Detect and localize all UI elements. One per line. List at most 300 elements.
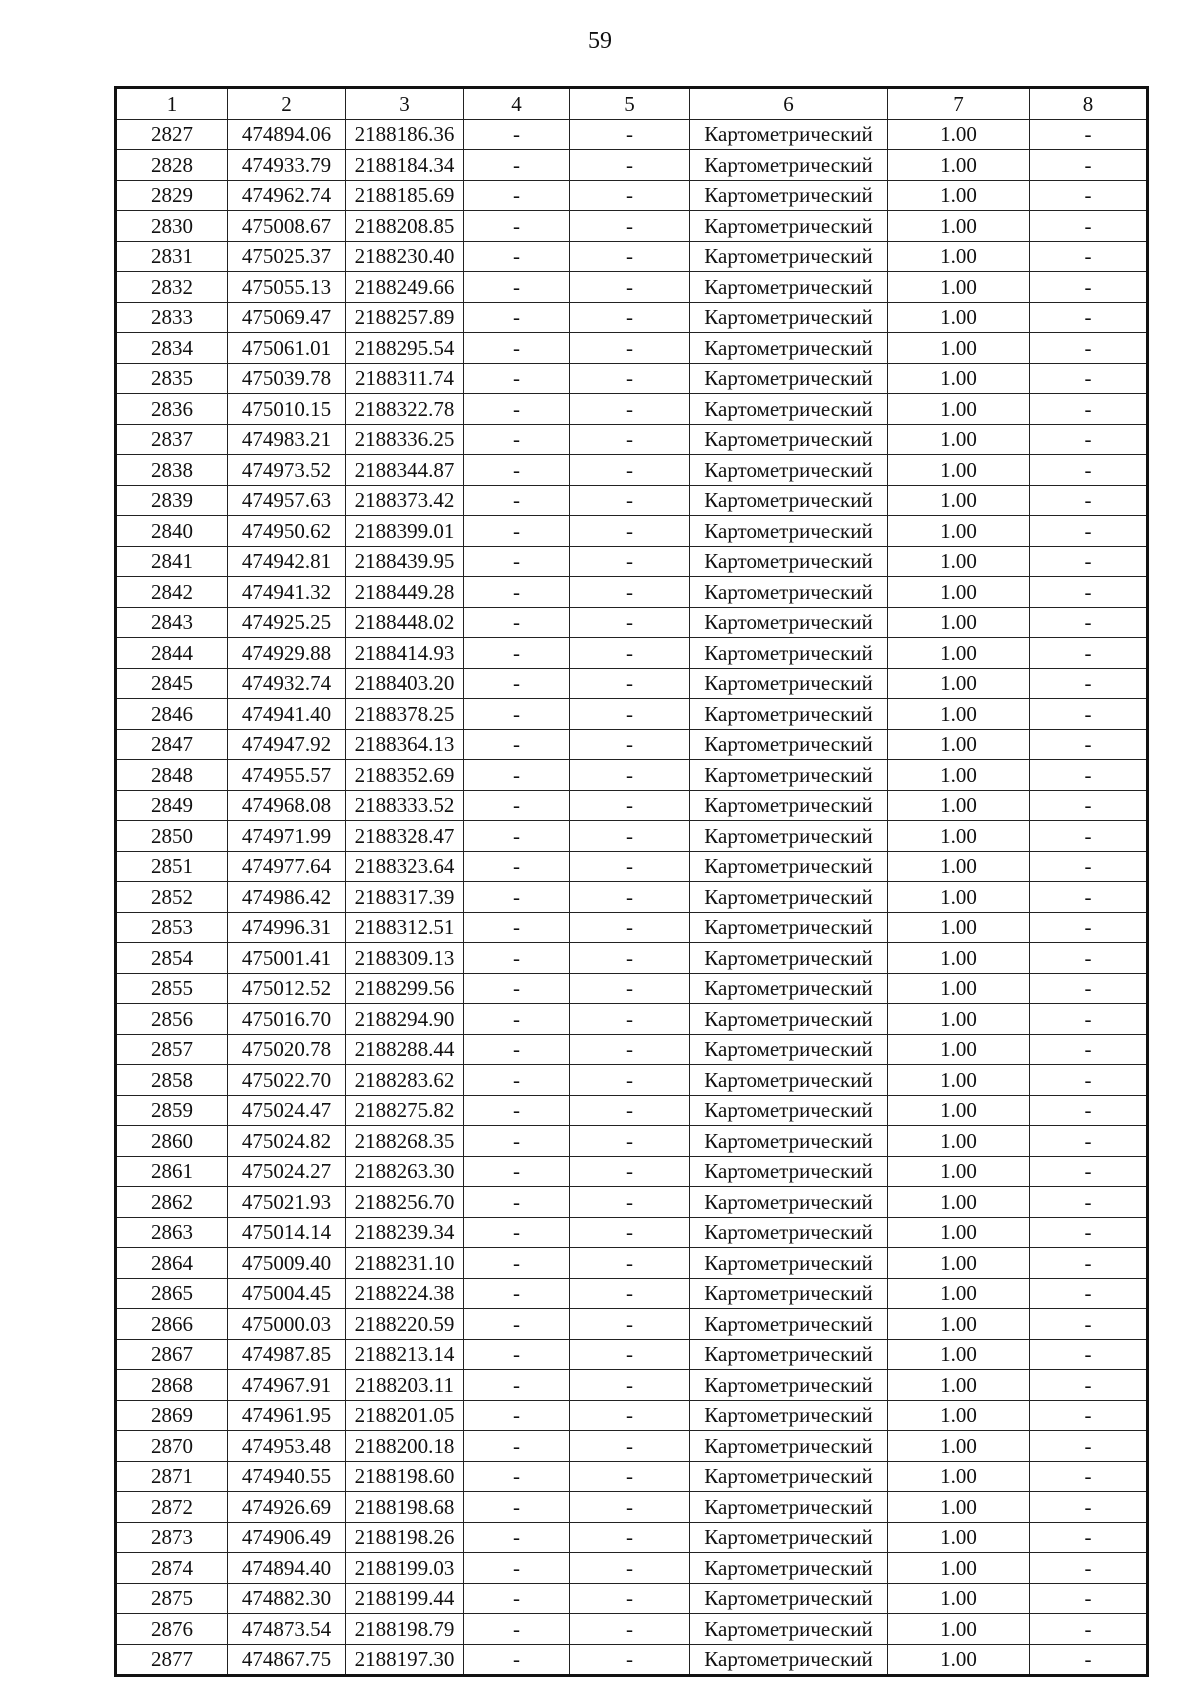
table-cell-col-6: Картометрический (690, 150, 888, 181)
table-cell-col-8: - (1030, 1309, 1148, 1340)
table-cell-col-3: 2188283.62 (346, 1065, 464, 1096)
table-cell-col-6: Картометрический (690, 973, 888, 1004)
table-cell-col-8: - (1030, 790, 1148, 821)
table-cell-col-6: Картометрический (690, 546, 888, 577)
table-cell-col-6: Картометрический (690, 1278, 888, 1309)
table-cell-col-6: Картометрический (690, 1187, 888, 1218)
table-row (116, 119, 1148, 150)
table-cell-col-4: - (464, 729, 570, 760)
table-cell-col-6: Картометрический (690, 790, 888, 821)
table-row (116, 1004, 1148, 1035)
table-cell-col-3: 2188198.79 (346, 1614, 464, 1645)
table-cell-col-6: Картометрический (690, 1370, 888, 1401)
table-cell-col-3: 2188275.82 (346, 1095, 464, 1126)
table-cell-col-4: - (464, 1461, 570, 1492)
table-cell-col-2: 474940.55 (228, 1461, 346, 1492)
table-cell-col-4: - (464, 485, 570, 516)
table-cell-col-2: 474933.79 (228, 150, 346, 181)
table-cell-col-4: - (464, 211, 570, 242)
table-cell-col-6: Картометрический (690, 1065, 888, 1096)
table-cell-col-8: - (1030, 333, 1148, 364)
table-cell-col-1: 2827 (116, 119, 228, 150)
table-cell-col-3: 2188323.64 (346, 851, 464, 882)
table-cell-col-4: - (464, 851, 570, 882)
table-cell-col-7: 1.00 (888, 424, 1030, 455)
table-cell-col-1: 2849 (116, 790, 228, 821)
table-cell-col-8: - (1030, 1492, 1148, 1523)
table-cell-col-2: 474950.62 (228, 516, 346, 547)
table-cell-col-3: 2188439.95 (346, 546, 464, 577)
table-cell-col-5: - (570, 455, 690, 486)
table-cell-col-4: - (464, 1339, 570, 1370)
table-cell-col-8: - (1030, 1522, 1148, 1553)
table-cell-col-7: 1.00 (888, 943, 1030, 974)
table-cell-col-7: 1.00 (888, 1034, 1030, 1065)
table-cell-col-3: 2188186.36 (346, 119, 464, 150)
table-cell-col-7: 1.00 (888, 546, 1030, 577)
table-cell-col-5: - (570, 302, 690, 333)
table-cell-col-1: 2863 (116, 1217, 228, 1248)
table-cell-col-1: 2870 (116, 1431, 228, 1462)
table-cell-col-3: 2188184.34 (346, 150, 464, 181)
table-cell-col-6: Картометрический (690, 577, 888, 608)
table-row (116, 943, 1148, 974)
table-cell-col-1: 2867 (116, 1339, 228, 1370)
table-cell-col-7: 1.00 (888, 577, 1030, 608)
table-row (116, 1309, 1148, 1340)
table-cell-col-3: 2188200.18 (346, 1431, 464, 1462)
table-row (116, 1187, 1148, 1218)
column-header-1: 1 (116, 88, 228, 120)
table-cell-col-2: 474867.75 (228, 1644, 346, 1676)
column-header-8: 8 (1030, 88, 1148, 120)
table-cell-col-1: 2853 (116, 912, 228, 943)
table-cell-col-5: - (570, 485, 690, 516)
table-cell-col-8: - (1030, 272, 1148, 303)
table-cell-col-4: - (464, 577, 570, 608)
table-cell-col-5: - (570, 760, 690, 791)
table-cell-col-6: Картометрический (690, 1522, 888, 1553)
table-cell-col-1: 2848 (116, 760, 228, 791)
table-cell-col-5: - (570, 1126, 690, 1157)
table-cell-col-1: 2872 (116, 1492, 228, 1523)
table-cell-col-6: Картометрический (690, 1034, 888, 1065)
table-row (116, 699, 1148, 730)
table-cell-col-2: 474986.42 (228, 882, 346, 913)
table-row (116, 912, 1148, 943)
table-cell-col-7: 1.00 (888, 516, 1030, 547)
table-cell-col-8: - (1030, 180, 1148, 211)
table-cell-col-8: - (1030, 516, 1148, 547)
table-cell-col-4: - (464, 1522, 570, 1553)
table-cell-col-8: - (1030, 1553, 1148, 1584)
table-cell-col-3: 2188213.14 (346, 1339, 464, 1370)
table-cell-col-3: 2188373.42 (346, 485, 464, 516)
table-cell-col-7: 1.00 (888, 1126, 1030, 1157)
table-cell-col-8: - (1030, 912, 1148, 943)
table-cell-col-6: Картометрический (690, 1553, 888, 1584)
table-cell-col-4: - (464, 1217, 570, 1248)
table-cell-col-2: 474962.74 (228, 180, 346, 211)
table-cell-col-8: - (1030, 851, 1148, 882)
table-cell-col-2: 474973.52 (228, 455, 346, 486)
table-cell-col-6: Картометрический (690, 1614, 888, 1645)
table-cell-col-4: - (464, 638, 570, 669)
table-cell-col-2: 475022.70 (228, 1065, 346, 1096)
table-cell-col-8: - (1030, 1614, 1148, 1645)
table-cell-col-2: 474977.64 (228, 851, 346, 882)
table-row (116, 211, 1148, 242)
table-cell-col-6: Картометрический (690, 912, 888, 943)
table-cell-col-1: 2850 (116, 821, 228, 852)
table-cell-col-1: 2865 (116, 1278, 228, 1309)
table-cell-col-3: 2188328.47 (346, 821, 464, 852)
table-cell-col-2: 475025.37 (228, 241, 346, 272)
table-cell-col-4: - (464, 607, 570, 638)
table-cell-col-5: - (570, 363, 690, 394)
table-cell-col-3: 2188344.87 (346, 455, 464, 486)
table-cell-col-8: - (1030, 882, 1148, 913)
table-cell-col-1: 2856 (116, 1004, 228, 1035)
table-cell-col-6: Картометрический (690, 211, 888, 242)
table-cell-col-6: Картометрический (690, 699, 888, 730)
table-cell-col-7: 1.00 (888, 851, 1030, 882)
table-cell-col-2: 474882.30 (228, 1583, 346, 1614)
table-cell-col-1: 2847 (116, 729, 228, 760)
table-cell-col-8: - (1030, 973, 1148, 1004)
table-cell-col-8: - (1030, 394, 1148, 425)
table-cell-col-3: 2188197.30 (346, 1644, 464, 1676)
table-row (116, 1126, 1148, 1157)
table-cell-col-7: 1.00 (888, 1095, 1030, 1126)
table-cell-col-5: - (570, 699, 690, 730)
table-cell-col-8: - (1030, 1187, 1148, 1218)
table-cell-col-4: - (464, 1370, 570, 1401)
table-cell-col-3: 2188230.40 (346, 241, 464, 272)
table-cell-col-5: - (570, 272, 690, 303)
table-cell-col-4: - (464, 1095, 570, 1126)
table-cell-col-3: 2188199.44 (346, 1583, 464, 1614)
table-cell-col-2: 474926.69 (228, 1492, 346, 1523)
table-cell-col-4: - (464, 180, 570, 211)
table-cell-col-5: - (570, 973, 690, 1004)
table-cell-col-3: 2188414.93 (346, 638, 464, 669)
table-cell-col-5: - (570, 1370, 690, 1401)
table-cell-col-6: Картометрический (690, 1339, 888, 1370)
table-cell-col-6: Картометрический (690, 516, 888, 547)
table-header-row (116, 88, 1148, 120)
table-cell-col-3: 2188249.66 (346, 272, 464, 303)
table-cell-col-2: 475001.41 (228, 943, 346, 974)
table-cell-col-1: 2835 (116, 363, 228, 394)
column-header-4: 4 (464, 88, 570, 120)
table-row (116, 607, 1148, 638)
table-row (116, 577, 1148, 608)
table-cell-col-4: - (464, 1004, 570, 1035)
table-cell-col-2: 475000.03 (228, 1309, 346, 1340)
column-header-5: 5 (570, 88, 690, 120)
table-cell-col-5: - (570, 1187, 690, 1218)
table-cell-col-3: 2188336.25 (346, 424, 464, 455)
table-cell-col-6: Картометрический (690, 1126, 888, 1157)
table-row (116, 1583, 1148, 1614)
table-cell-col-4: - (464, 1492, 570, 1523)
table-row (116, 668, 1148, 699)
table-row (116, 1461, 1148, 1492)
table-cell-col-1: 2830 (116, 211, 228, 242)
table-cell-col-4: - (464, 821, 570, 852)
table-cell-col-3: 2188224.38 (346, 1278, 464, 1309)
page-number: 59 (588, 28, 612, 54)
table-cell-col-1: 2876 (116, 1614, 228, 1645)
table-cell-col-8: - (1030, 455, 1148, 486)
table-cell-col-3: 2188448.02 (346, 607, 464, 638)
table-cell-col-4: - (464, 1644, 570, 1676)
table-cell-col-2: 475014.14 (228, 1217, 346, 1248)
table-cell-col-7: 1.00 (888, 607, 1030, 638)
table-cell-col-5: - (570, 1339, 690, 1370)
table-cell-col-2: 475020.78 (228, 1034, 346, 1065)
table-cell-col-7: 1.00 (888, 1583, 1030, 1614)
table-cell-col-5: - (570, 577, 690, 608)
table-cell-col-7: 1.00 (888, 211, 1030, 242)
table-row (116, 150, 1148, 181)
table-cell-col-7: 1.00 (888, 882, 1030, 913)
table-row (116, 638, 1148, 669)
table-cell-col-6: Картометрический (690, 333, 888, 364)
table-cell-col-5: - (570, 1644, 690, 1676)
table-cell-col-3: 2188268.35 (346, 1126, 464, 1157)
table-cell-col-4: - (464, 1400, 570, 1431)
table-cell-col-2: 475024.82 (228, 1126, 346, 1157)
table-cell-col-5: - (570, 1278, 690, 1309)
table-row (116, 241, 1148, 272)
table-cell-col-3: 2188299.56 (346, 973, 464, 1004)
table-cell-col-5: - (570, 1583, 690, 1614)
table-row (116, 882, 1148, 913)
table-cell-col-1: 2855 (116, 973, 228, 1004)
table-cell-col-7: 1.00 (888, 1156, 1030, 1187)
table-cell-col-4: - (464, 1034, 570, 1065)
table-cell-col-4: - (464, 1553, 570, 1584)
table-row (116, 272, 1148, 303)
table-row (116, 729, 1148, 760)
table-cell-col-7: 1.00 (888, 363, 1030, 394)
table-cell-col-3: 2188231.10 (346, 1248, 464, 1279)
table-row (116, 1065, 1148, 1096)
table-cell-col-5: - (570, 821, 690, 852)
table-cell-col-4: - (464, 424, 570, 455)
table-cell-col-2: 475021.93 (228, 1187, 346, 1218)
table-row (116, 394, 1148, 425)
table-cell-col-7: 1.00 (888, 1553, 1030, 1584)
table-cell-col-2: 475009.40 (228, 1248, 346, 1279)
table-cell-col-8: - (1030, 1339, 1148, 1370)
table-cell-col-8: - (1030, 607, 1148, 638)
table-cell-col-7: 1.00 (888, 973, 1030, 1004)
table-cell-col-6: Картометрический (690, 119, 888, 150)
table-cell-col-7: 1.00 (888, 1339, 1030, 1370)
table-cell-col-7: 1.00 (888, 668, 1030, 699)
table-cell-col-7: 1.00 (888, 1400, 1030, 1431)
table-cell-col-5: - (570, 1004, 690, 1035)
table-cell-col-7: 1.00 (888, 1614, 1030, 1645)
table-cell-col-4: - (464, 455, 570, 486)
table-row (116, 302, 1148, 333)
table-cell-col-1: 2852 (116, 882, 228, 913)
table-cell-col-3: 2188352.69 (346, 760, 464, 791)
column-header-3: 3 (346, 88, 464, 120)
table-row (116, 1431, 1148, 1462)
table-cell-col-4: - (464, 333, 570, 364)
table-cell-col-6: Картометрический (690, 943, 888, 974)
table-cell-col-4: - (464, 1614, 570, 1645)
table-cell-col-6: Картометрический (690, 180, 888, 211)
table-cell-col-3: 2188198.68 (346, 1492, 464, 1523)
table-cell-col-8: - (1030, 577, 1148, 608)
table-row (116, 516, 1148, 547)
table-row (116, 1492, 1148, 1523)
table-cell-col-4: - (464, 546, 570, 577)
table-cell-col-2: 474947.92 (228, 729, 346, 760)
table-cell-col-5: - (570, 851, 690, 882)
table-cell-col-7: 1.00 (888, 119, 1030, 150)
table-cell-col-6: Картометрический (690, 1004, 888, 1035)
table-cell-col-4: - (464, 760, 570, 791)
table-cell-col-3: 2188309.13 (346, 943, 464, 974)
table-cell-col-6: Картометрический (690, 668, 888, 699)
table-cell-col-1: 2869 (116, 1400, 228, 1431)
table-cell-col-7: 1.00 (888, 1522, 1030, 1553)
table-cell-col-4: - (464, 1583, 570, 1614)
table-cell-col-6: Картометрический (690, 1583, 888, 1614)
table-cell-col-2: 475008.67 (228, 211, 346, 242)
table-cell-col-2: 474929.88 (228, 638, 346, 669)
table-cell-col-3: 2188263.30 (346, 1156, 464, 1187)
table-cell-col-4: - (464, 150, 570, 181)
table-cell-col-5: - (570, 119, 690, 150)
table-cell-col-3: 2188449.28 (346, 577, 464, 608)
table-cell-col-5: - (570, 607, 690, 638)
table-cell-col-3: 2188199.03 (346, 1553, 464, 1584)
table-cell-col-5: - (570, 882, 690, 913)
table-cell-col-3: 2188311.74 (346, 363, 464, 394)
table-body (116, 119, 1148, 1676)
table-cell-col-7: 1.00 (888, 455, 1030, 486)
table-cell-col-4: - (464, 943, 570, 974)
table-cell-col-6: Картометрический (690, 485, 888, 516)
table-cell-col-8: - (1030, 1583, 1148, 1614)
table-cell-col-8: - (1030, 1004, 1148, 1035)
table-cell-col-7: 1.00 (888, 302, 1030, 333)
table-cell-col-8: - (1030, 821, 1148, 852)
table-cell-col-6: Картометрический (690, 241, 888, 272)
table-cell-col-2: 475069.47 (228, 302, 346, 333)
table-cell-col-2: 474961.95 (228, 1400, 346, 1431)
table-cell-col-8: - (1030, 302, 1148, 333)
table-cell-col-1: 2846 (116, 699, 228, 730)
table-cell-col-7: 1.00 (888, 1461, 1030, 1492)
table-cell-col-7: 1.00 (888, 485, 1030, 516)
table-cell-col-1: 2875 (116, 1583, 228, 1614)
table-cell-col-3: 2188198.60 (346, 1461, 464, 1492)
table-cell-col-1: 2858 (116, 1065, 228, 1096)
table-cell-col-4: - (464, 1156, 570, 1187)
table-cell-col-5: - (570, 424, 690, 455)
table-cell-col-1: 2873 (116, 1522, 228, 1553)
table-cell-col-2: 474925.25 (228, 607, 346, 638)
table-cell-col-1: 2843 (116, 607, 228, 638)
table-cell-col-1: 2834 (116, 333, 228, 364)
table-cell-col-5: - (570, 1248, 690, 1279)
table-cell-col-6: Картометрический (690, 851, 888, 882)
table-cell-col-3: 2188322.78 (346, 394, 464, 425)
table-cell-col-6: Картометрический (690, 455, 888, 486)
table-cell-col-5: - (570, 1065, 690, 1096)
table-cell-col-2: 474957.63 (228, 485, 346, 516)
table-cell-col-4: - (464, 119, 570, 150)
table-cell-col-2: 474968.08 (228, 790, 346, 821)
table-cell-col-8: - (1030, 1400, 1148, 1431)
table-cell-col-8: - (1030, 1217, 1148, 1248)
table-cell-col-5: - (570, 180, 690, 211)
table-cell-col-6: Картометрический (690, 1461, 888, 1492)
table-row (116, 973, 1148, 1004)
table-cell-col-8: - (1030, 211, 1148, 242)
table-cell-col-6: Картометрический (690, 1095, 888, 1126)
table-cell-col-1: 2877 (116, 1644, 228, 1676)
table-row (116, 760, 1148, 791)
table-cell-col-2: 474932.74 (228, 668, 346, 699)
table-row (116, 1400, 1148, 1431)
table-cell-col-3: 2188185.69 (346, 180, 464, 211)
table-cell-col-3: 2188403.20 (346, 668, 464, 699)
table-cell-col-2: 474983.21 (228, 424, 346, 455)
table-cell-col-5: - (570, 1553, 690, 1584)
table-cell-col-1: 2828 (116, 150, 228, 181)
table-row (116, 1095, 1148, 1126)
table-row (116, 424, 1148, 455)
table-cell-col-5: - (570, 516, 690, 547)
table-cell-col-5: - (570, 333, 690, 364)
table-cell-col-8: - (1030, 424, 1148, 455)
table-row (116, 1644, 1148, 1676)
table-cell-col-5: - (570, 1034, 690, 1065)
table-cell-col-4: - (464, 1126, 570, 1157)
table-cell-col-7: 1.00 (888, 1187, 1030, 1218)
table-cell-col-3: 2188208.85 (346, 211, 464, 242)
table-cell-col-2: 474953.48 (228, 1431, 346, 1462)
table-cell-col-4: - (464, 1278, 570, 1309)
table-cell-col-7: 1.00 (888, 638, 1030, 669)
table-row (116, 333, 1148, 364)
table-cell-col-4: - (464, 1065, 570, 1096)
table-cell-col-7: 1.00 (888, 1217, 1030, 1248)
table-cell-col-8: - (1030, 485, 1148, 516)
table-cell-col-2: 475012.52 (228, 973, 346, 1004)
table-cell-col-7: 1.00 (888, 699, 1030, 730)
table-cell-col-5: - (570, 1522, 690, 1553)
table-cell-col-2: 475055.13 (228, 272, 346, 303)
table-cell-col-7: 1.00 (888, 333, 1030, 364)
table-cell-col-8: - (1030, 1431, 1148, 1462)
table-cell-col-2: 474941.32 (228, 577, 346, 608)
table-cell-col-1: 2842 (116, 577, 228, 608)
table-cell-col-6: Картометрический (690, 424, 888, 455)
table-cell-col-6: Картометрический (690, 1400, 888, 1431)
table-cell-col-3: 2188312.51 (346, 912, 464, 943)
table-row (116, 1553, 1148, 1584)
